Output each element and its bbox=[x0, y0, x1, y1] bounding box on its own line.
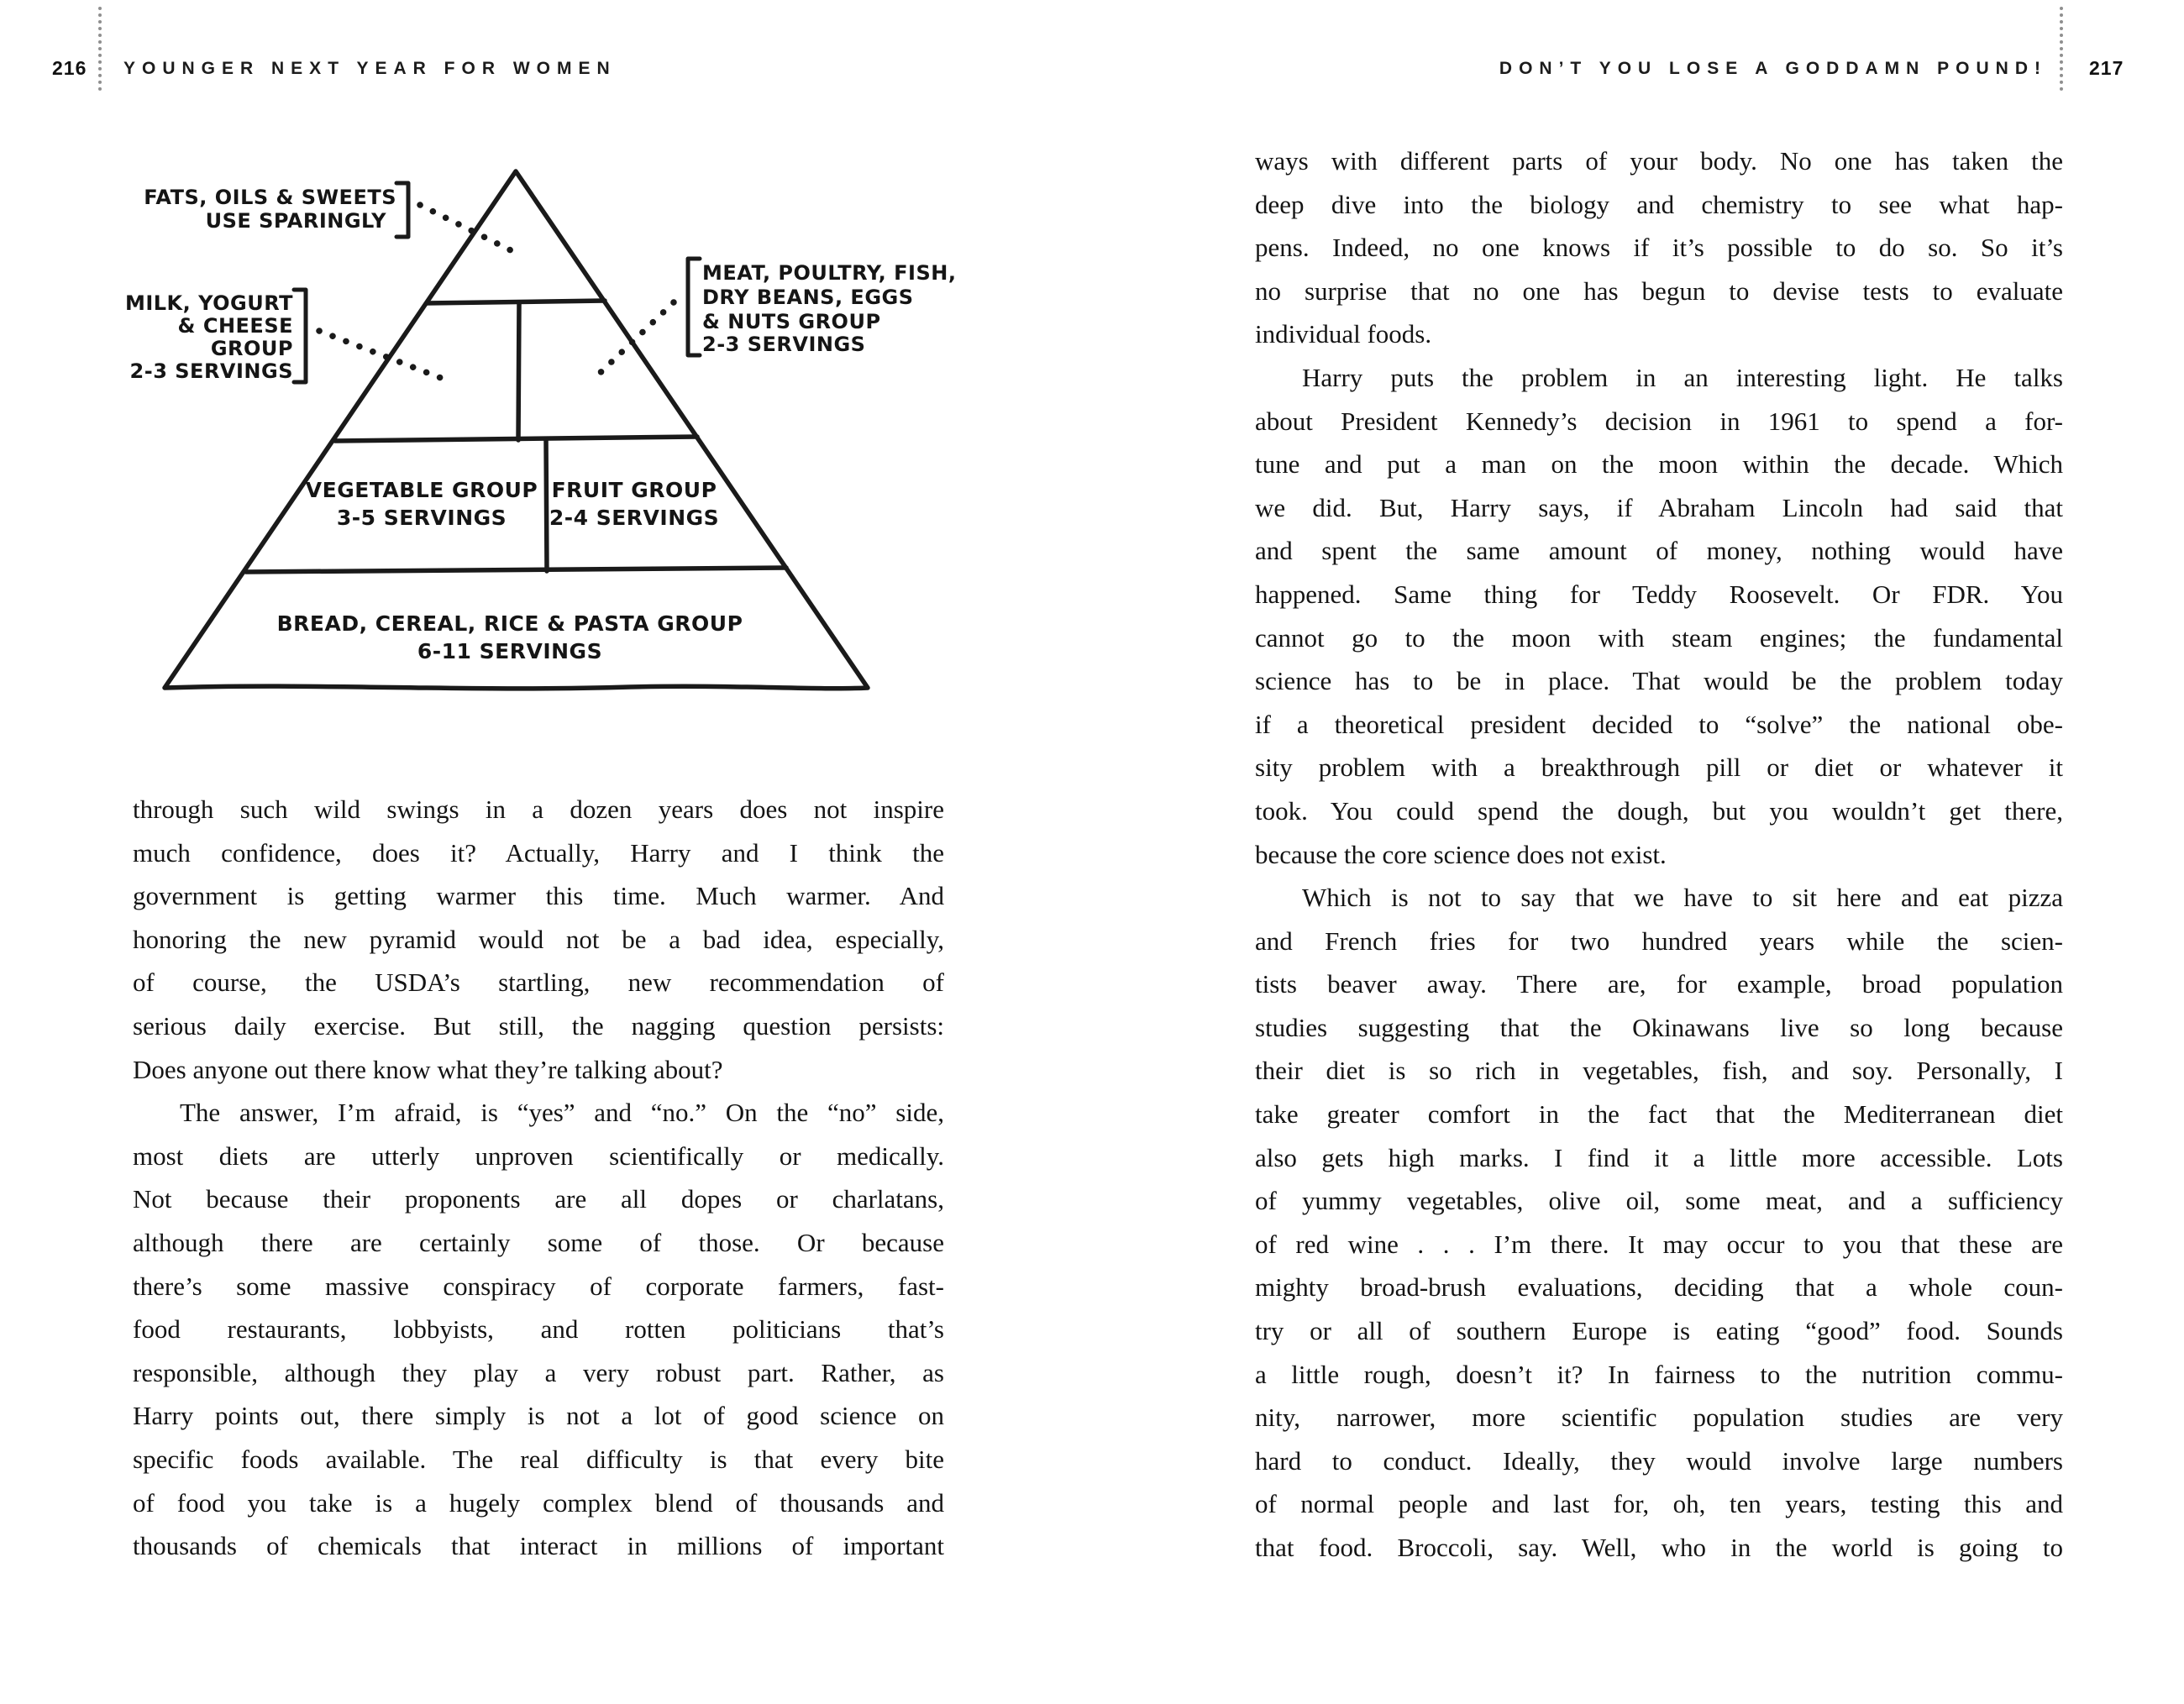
pyramid-tier2-top-line bbox=[427, 301, 605, 303]
text-line: no surprise that no one has begun to devise tests to evaluate bbox=[1255, 275, 2063, 306]
pyramid-tier3-top-line bbox=[335, 437, 697, 441]
pyramid-label-bread-line2: 6-11 SERVINGS bbox=[417, 639, 603, 663]
text-line: because the core science does not exist. bbox=[1255, 839, 1667, 869]
milk-bracket bbox=[294, 290, 306, 382]
text-line: tune and put a man on the moon within the decade. Which bbox=[1255, 449, 2063, 480]
pyramid-label-milk-line3: GROUP bbox=[210, 337, 293, 360]
text-line: try or all of southern Europe is eating “good” food. Sounds bbox=[1255, 1316, 2063, 1346]
food-pyramid-figure bbox=[109, 118, 966, 756]
text-line: food restaurants, lobbyists, and rotten politicians that’s bbox=[133, 1314, 944, 1345]
text-line: Harry puts the problem in an interesting light. He talks bbox=[1302, 362, 2063, 392]
text-line: and spent the same amount of money, nothing would have bbox=[1255, 536, 2063, 566]
pyramid-label-milk-line1: MILK, YOGURT bbox=[124, 291, 293, 315]
pyramid-label-fats-line2: USE SPARINGLY bbox=[205, 209, 386, 233]
text-line: also gets high marks. I find it a little more accessible. Lots bbox=[1255, 1142, 2063, 1172]
text-line: there’s some massive conspiracy of corporate farmers, fast- bbox=[133, 1271, 944, 1301]
pyramid-label-fruit-line1: FRUIT GROUP bbox=[551, 478, 717, 502]
text-line: Which is not to say that we have to sit here and eat pizza bbox=[1302, 883, 2063, 913]
pyramid-label-fats-line1: FATS, OILS & SWEETS bbox=[144, 186, 396, 209]
text-line: of normal people and last for, oh, ten years, testing this and bbox=[1255, 1489, 2063, 1519]
text-line: and French fries for two hundred years while the scien- bbox=[1255, 925, 2063, 956]
text-line: specific foods available. The real difficulty is that every bite bbox=[133, 1444, 944, 1474]
text-line: individual foods. bbox=[1255, 319, 1432, 349]
text-line: honoring the new pyramid would not be a bad idea, especially, bbox=[133, 924, 944, 954]
text-line: government is getting warmer this time. Much warmer. And bbox=[133, 881, 944, 911]
pyramid-tier3-divider bbox=[546, 439, 547, 571]
right-page-body-text bbox=[1255, 139, 2063, 1570]
text-line: of red wine . . . I’m there. It may occur to you that these are bbox=[1255, 1229, 2063, 1259]
pyramid-label-vegetable-line1: VEGETABLE GROUP bbox=[305, 478, 538, 502]
text-line: ways with different parts of your body. No one has taken the bbox=[1255, 146, 2063, 176]
fats-bracket bbox=[396, 183, 408, 237]
text-line: most diets are utterly unproven scientifically or medically. bbox=[133, 1140, 944, 1171]
text-line: mighty broad-brush evaluations, deciding that a whole coun- bbox=[1255, 1272, 2063, 1303]
pyramid-label-milk-line2: & CHEESE bbox=[177, 314, 293, 338]
text-line: about President Kennedy’s decision in 1961 to spend a for- bbox=[1255, 406, 2063, 436]
pyramid-label-milk-line4: 2-3 SERVINGS bbox=[129, 359, 293, 383]
text-line: that food. Broccoli, say. Well, who in the world is going to bbox=[1255, 1533, 2063, 1562]
text-line: pens. Indeed, no one knows if it’s possible to do so. So it’s bbox=[1255, 233, 2063, 263]
text-line: deep dive into the biology and chemistry to see what hap- bbox=[1255, 189, 2063, 219]
text-line: responsible, although they play a very robust part. Rather, as bbox=[133, 1357, 944, 1387]
text-line: science has to be in place. That would be the problem today bbox=[1255, 666, 2063, 696]
pyramid-label-meat-line4: 2-3 SERVINGS bbox=[702, 333, 866, 356]
text-line: serious daily exercise. But still, the nagging question persists: bbox=[133, 1010, 944, 1041]
pyramid-label-meat-line2: DRY BEANS, EGGS bbox=[702, 286, 914, 309]
text-line: much confidence, does it? Actually, Harry and I think the bbox=[133, 837, 944, 868]
text-line: Harry points out, there simply is not a lot of good science on bbox=[133, 1401, 944, 1431]
text-line: through such wild swings in a dozen years does not inspire bbox=[133, 794, 944, 824]
milk-leader-dots bbox=[319, 331, 445, 380]
text-line: of course, the USDA’s startling, new recommendation of bbox=[133, 967, 944, 998]
text-line: their diet is so rich in vegetables, fish, and soy. Personally, I bbox=[1255, 1056, 2063, 1086]
pyramid-label-meat-line3: & NUTS GROUP bbox=[702, 310, 881, 333]
text-line: The answer, I’m afraid, is “yes” and “no.” On the “no” side, bbox=[180, 1098, 944, 1128]
pyramid-tier2-divider bbox=[518, 302, 519, 440]
text-line: Does anyone out there know what they’re talking about? bbox=[133, 1054, 723, 1084]
text-line: nity, narrower, more scientific population studies are very bbox=[1255, 1403, 2063, 1433]
pyramid-label-vegetable-line2: 3-5 SERVINGS bbox=[336, 506, 507, 530]
header-dotted-rule-right bbox=[2060, 7, 2063, 91]
text-line: of food you take is a hugely complex blend of thousands and bbox=[133, 1487, 944, 1518]
text-line: although there are certainly some of those. Or because bbox=[133, 1227, 944, 1257]
text-line: studies suggesting that the Okinawans live so long because bbox=[1255, 1012, 2063, 1042]
right-page-number: 217 bbox=[2089, 57, 2124, 79]
left-page-body-text bbox=[133, 788, 944, 1568]
text-line: a little rough, doesn’t it? In fairness to the nutrition commu- bbox=[1255, 1359, 2063, 1389]
header-dotted-rule-left bbox=[98, 7, 102, 91]
text-line: hard to conduct. Ideally, they would involve large numbers bbox=[1255, 1445, 2063, 1476]
text-line: sity problem with a breakthrough pill or diet or whatever it bbox=[1255, 752, 2063, 783]
pyramid-tier4-top-line bbox=[246, 568, 786, 572]
pyramid-label-fruit-line2: 2-4 SERVINGS bbox=[549, 506, 720, 530]
pyramid-label-meat-line1: MEAT, POULTRY, FISH, bbox=[702, 261, 957, 285]
pyramid-label-bread-line1: BREAD, CEREAL, RICE & PASTA GROUP bbox=[276, 611, 743, 636]
text-line: take greater comfort in the fact that the Mediterranean diet bbox=[1255, 1099, 2063, 1130]
text-line: took. You could spend the dough, but you wouldn’t get there, bbox=[1255, 795, 2063, 826]
meat-bracket bbox=[688, 259, 700, 355]
text-line: if a theoretical president decided to “solve” the national obe- bbox=[1255, 709, 2063, 739]
right-running-head: DON’T YOU LOSE A GODDAMN POUND! bbox=[1499, 59, 2047, 78]
left-page-number: 216 bbox=[52, 57, 87, 79]
text-line: happened. Same thing for Teddy Roosevelt. Or FDR. You bbox=[1255, 579, 2063, 609]
meat-leader-dots bbox=[593, 302, 674, 380]
left-running-head: YOUNGER NEXT YEAR FOR WOMEN bbox=[123, 59, 617, 78]
text-line: Not because their proponents are all dopes or charlatans, bbox=[133, 1184, 944, 1214]
text-line: cannot go to the moon with steam engines; the fundamental bbox=[1255, 622, 2063, 653]
text-line: thousands of chemicals that interact in millions of important bbox=[133, 1531, 944, 1561]
text-line: of yummy vegetables, olive oil, some meat, and a sufficiency bbox=[1255, 1186, 2063, 1216]
text-line: we did. But, Harry says, if Abraham Lincoln had said that bbox=[1255, 492, 2063, 522]
text-line: tists beaver away. There are, for example, broad population bbox=[1255, 969, 2063, 999]
